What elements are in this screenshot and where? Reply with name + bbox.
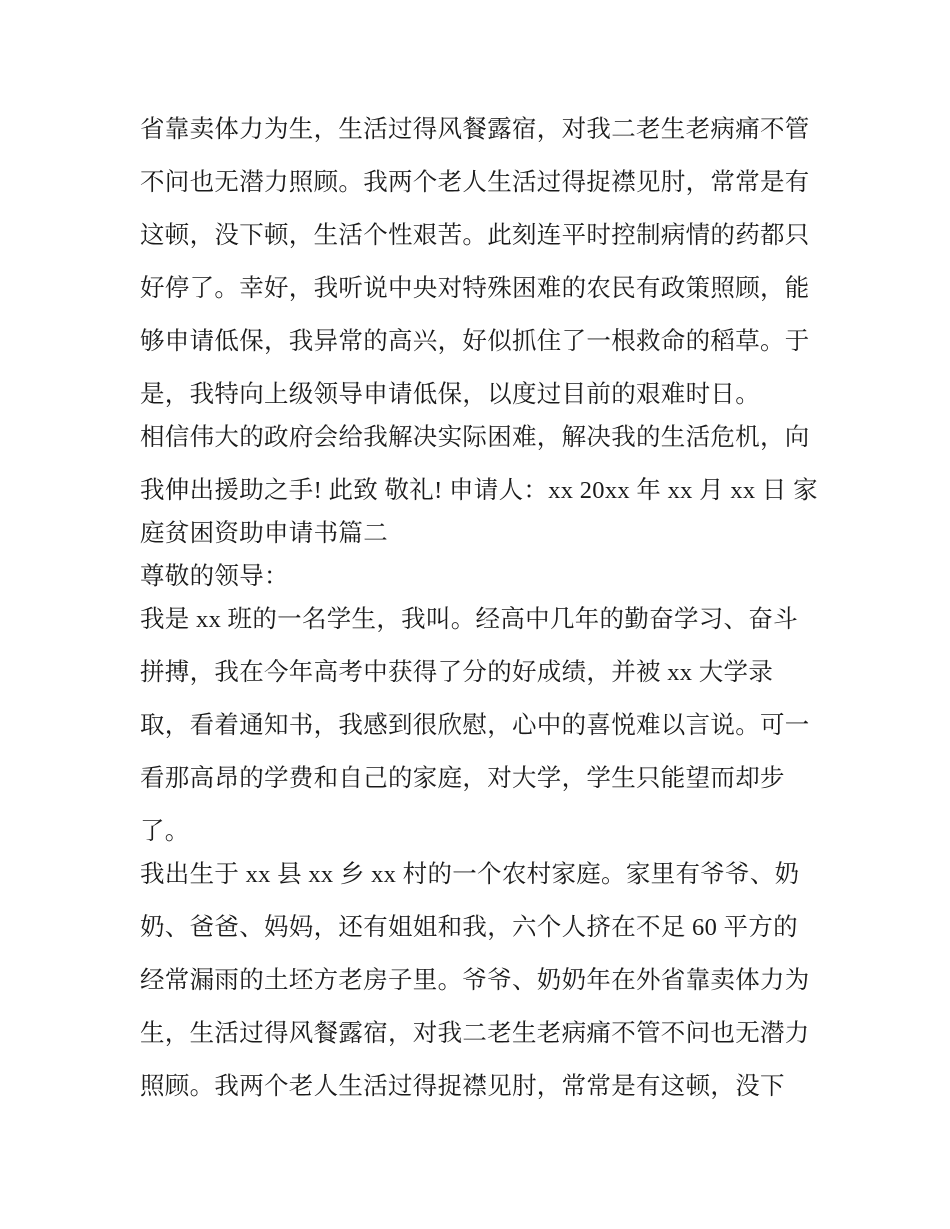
text-line: 照顾。我两个老人生活过得捉襟见肘，常常是有这顿，没下 — [140, 1073, 785, 1100]
text-line: 好停了。幸好，我听说中央对特殊困难的农民有政策照顾，能 — [140, 275, 810, 302]
text-line: 我是 xx 班的一名学生，我叫。经高中几年的勤奋学习、奋斗 — [140, 606, 798, 633]
text-line: 我出生于 xx 县 xx 乡 xx 村的一个农村家庭。家里有爷爷、奶 — [140, 861, 800, 888]
text-line: 够申请低保，我异常的高兴，好似抓住了一根救命的稻草。于 — [140, 328, 810, 355]
text-line: 经常漏雨的土坯方老房子里。爷爷、奶奶年在外省靠卖体力为 — [140, 967, 810, 994]
text-line: 了。 — [140, 818, 190, 845]
text-line: 庭贫困资助申请书篇二 — [140, 520, 388, 547]
text-line: 拼搏，我在今年高考中获得了分的好成绩，并被 xx 大学录 — [140, 659, 774, 686]
text-line: 取，看着通知书，我感到很欣慰，心中的喜悦难以言说。可一 — [140, 712, 810, 739]
text-line: 奶、爸爸、妈妈，还有姐姐和我，六个人挤在不足 60 平方的 — [140, 914, 798, 941]
text-line: 生，生活过得风餐露宿，对我二老生老病痛不管不问也无潜力 — [140, 1020, 810, 1047]
text-line: 这顿，没下顿，生活个性艰苦。此刻连平时控制病情的药都只 — [140, 222, 810, 249]
text-line: 我伸出援助之手! 此致 敬礼! 申请人：xx 20xx 年 xx 月 xx 日 家 — [140, 477, 818, 504]
salutation: 尊敬的领导： — [140, 563, 289, 590]
text-line: 看那高昂的学费和自己的家庭，对大学，学生只能望而却步 — [140, 765, 785, 792]
text-line: 是，我特向上级领导申请低保，以度过目前的艰难时日。 — [140, 381, 760, 408]
text-line: 相信伟大的政府会给我解决实际困难，解决我的生活危机，向 — [140, 424, 810, 451]
document-body — [140, 103, 820, 1113]
text-line: 不问也无潜力照顾。我两个老人生活过得捉襟见肘，常常是有 — [140, 169, 810, 196]
text-line: 省靠卖体力为生，生活过得风餐露宿，对我二老生老病痛不管 — [140, 116, 810, 143]
